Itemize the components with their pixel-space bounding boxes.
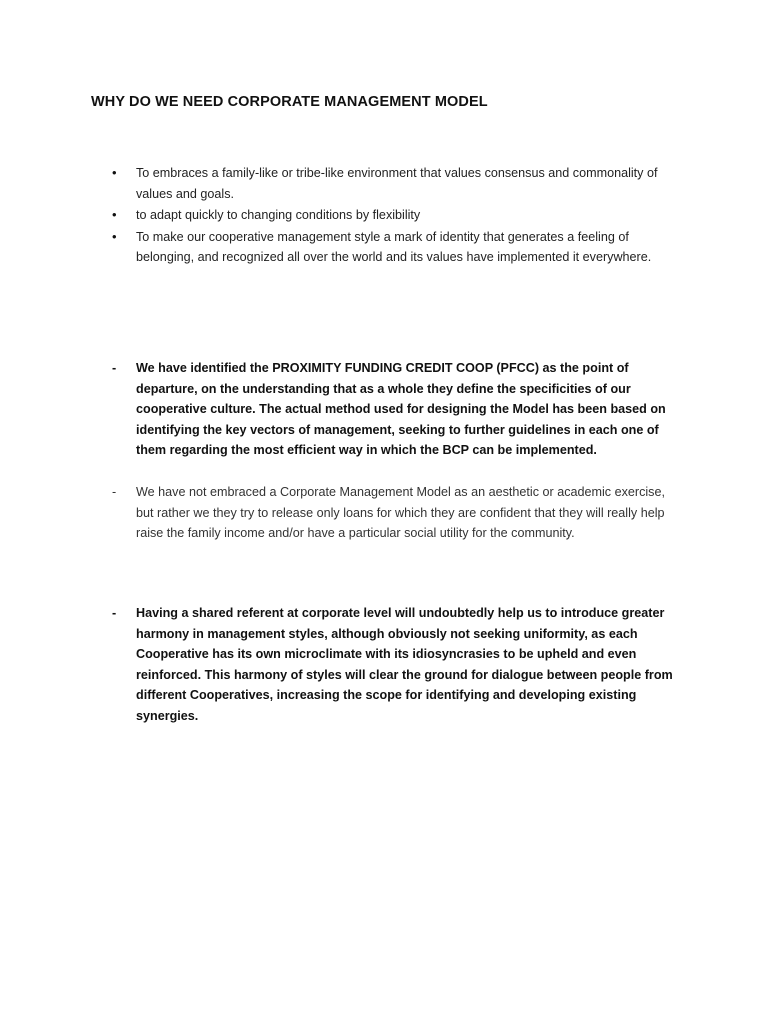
dash-symbol: - [112,485,117,499]
page-title: WHY DO WE NEED CORPORATE MANAGEMENT MODEL [91,94,488,110]
bullet-symbol: • [112,165,117,180]
paragraph-text: We have identified the PROXIMITY FUNDING CREDIT COOP (PFCC) as the point of departure, on the understanding that as a whole they define the specificities of our cooperative culture. The actual method used for designing the Model has been based on identifying the key vectors of management, seeking to further guidelines in each one of them regarding the most efficient way in which the BCP can be implemented. [136,361,666,457]
dash-symbol: - [112,606,117,620]
list-item [112,163,672,204]
paragraph-proximity-funding [112,358,682,461]
paragraph-text: We have not embraced a Corporate Management Model as an aesthetic or academic exercise, but rather we they try to release only loans for which they are confident that they will really help raise the family income and/or have a particular social utility for the community. [136,485,665,540]
bullet-list [112,163,672,269]
bullet-symbol: • [112,207,117,222]
paragraph-management-model [112,482,682,544]
paragraph-shared-referent [112,603,682,726]
paragraph-text: Having a shared referent at corporate level will undoubtedly help us to introduce greater harmony in management styles, although obviously not seeking uniformity, as each Cooperative has its own microclimate with its idiosyncrasies to be upheld and even reinforced. This harmony of styles will clear the ground for dialogue between people from different Cooperatives, increasing the scope for identifying and developing existing synergies. [136,606,673,723]
list-item [112,227,672,268]
list-item-text: To make our cooperative management style a mark of identity that generates a feeling of belonging, and recognized all over the world and its values have implemented it everywhere. [136,229,652,264]
list-item-text: to adapt quickly to changing conditions by flexibility [136,208,421,222]
list-item-text: To embraces a family-like or tribe-like environment that values consensus and commonality of values and goals. [136,166,658,201]
list-item [112,205,672,226]
dash-symbol: - [112,361,117,375]
bullet-symbol: • [112,228,117,244]
